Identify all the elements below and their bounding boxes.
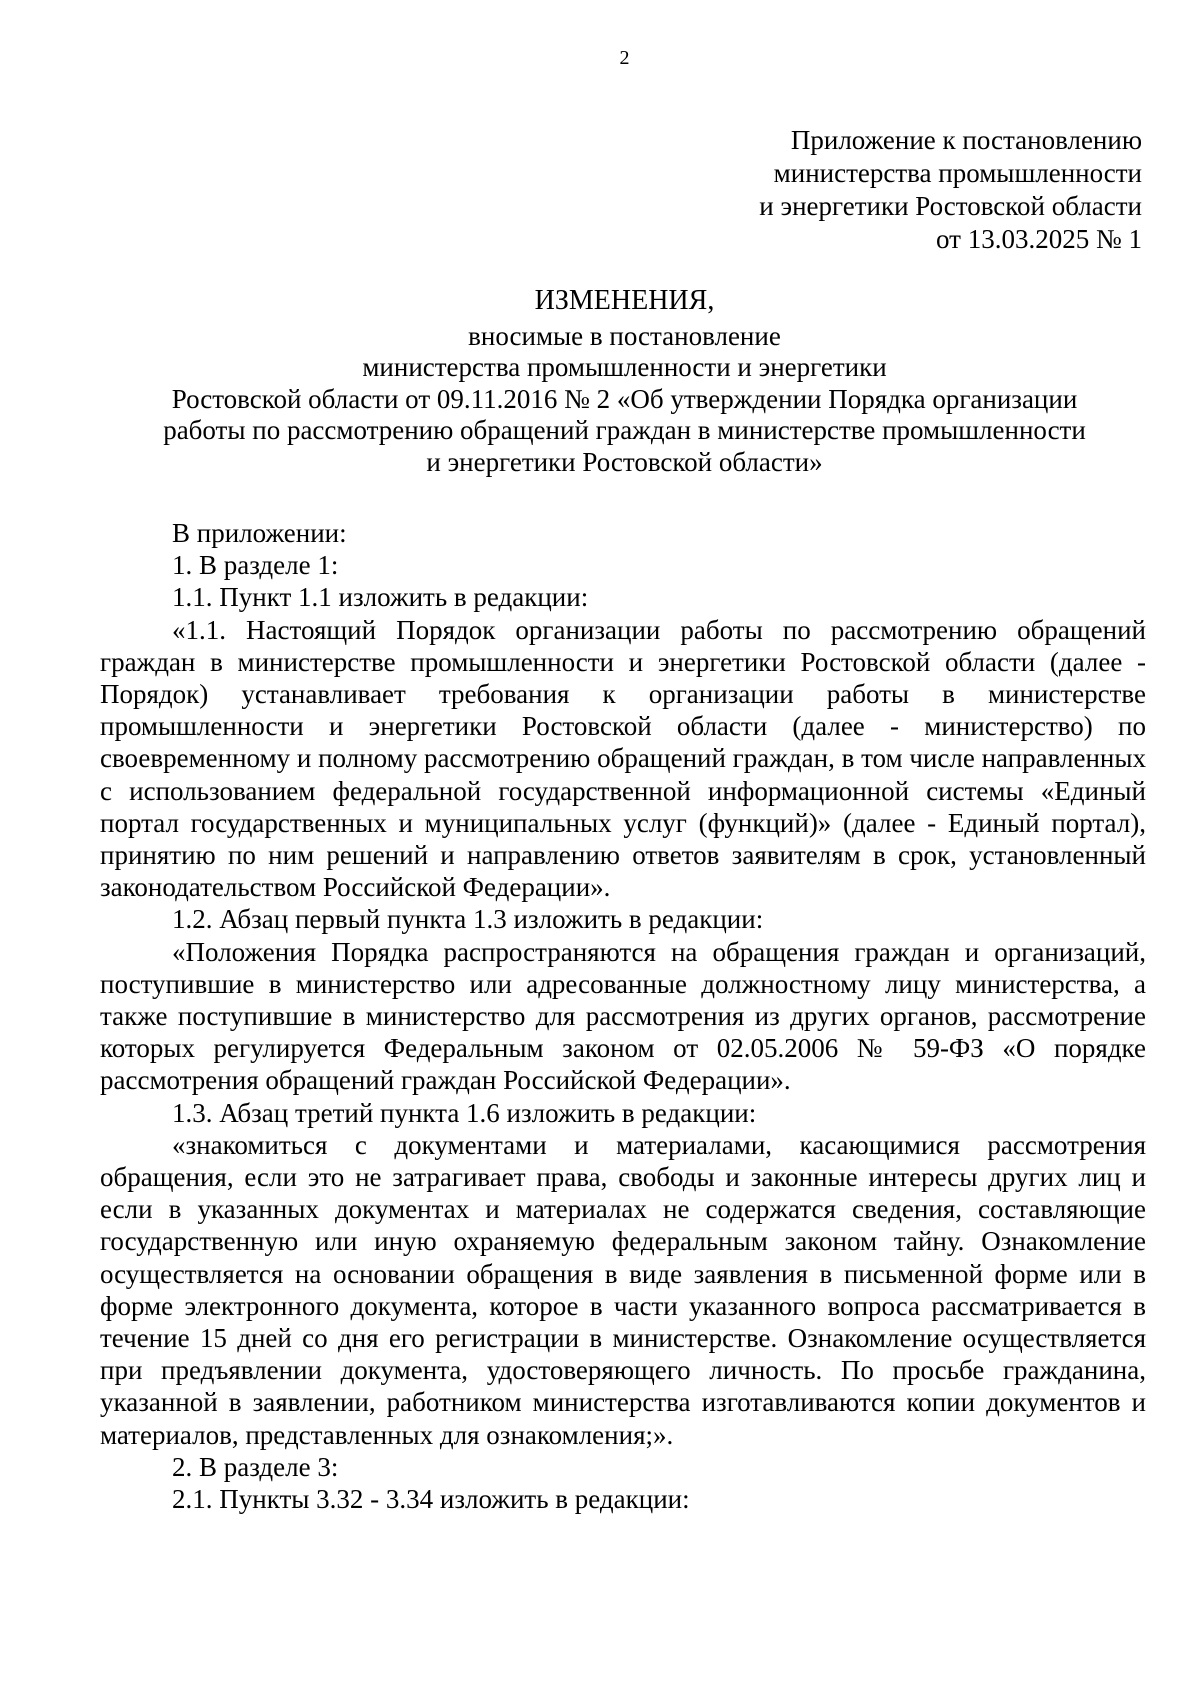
paragraph: В приложении: — [172, 518, 347, 548]
document-body — [100, 517, 1146, 1515]
title-line: министерства промышленности и энергетики — [362, 352, 887, 382]
document-title — [0, 285, 1200, 478]
paragraph: 1.1. Пункт 1.1 изложить в редакции: — [172, 582, 589, 613]
paragraph: 1.2. Абзац первый пункта 1.3 изложить в редакции: — [172, 904, 764, 935]
paragraph: 2.1. Пункты 3.32 - 3.34 изложить в редакции: — [172, 1484, 690, 1515]
paragraph: «знакомиться с документами и материалами, касающимися рассмотрения обращения, если это не затрагивает права, свободы и законные интересы других лиц и если в указанных документах и материалах не содержатся сведения, составляющие государственную или иную охраняемую федеральным законом тайну. Ознакомление осуществляется на основании обращения в виде заявления в письменной форме или в форме электронного документа, которое в части указанного вопроса рассматривается в течение 15 дней со дня его регистрации в министерстве. Ознакомление осуществляется при предъявлении документа, удостоверяющего личность. По просьбе гражданина, указанной в заявлении, работником министерства изготавливаются копии документов и материалов, представленных для ознакомления;». — [100, 1129, 1146, 1450]
paragraph: 2. В разделе 3: — [172, 1451, 339, 1482]
appendix-line: Приложение к постановлению — [790, 125, 1142, 155]
appendix-line: министерства промышленности — [773, 158, 1142, 188]
appendix-line: и энергетики Ростовской области — [759, 191, 1142, 221]
title-line: вносимые в постановление — [468, 320, 781, 351]
appendix-reference — [600, 124, 1142, 256]
paragraph: 1. В разделе 1: — [172, 550, 339, 581]
title-line: Ростовской области от 09.11.2016 № 2 «Об утверждении Порядка организации — [171, 383, 1078, 414]
title-heading: ИЗМЕНЕНИЯ, — [534, 285, 715, 316]
paragraph: «1.1. Настоящий Порядок организации работы по рассмотрению обращений граждан в министерстве промышленности и энергетики Ростовской области (далее - Порядок) устанавливает требования к организации работы в министерстве промышленности и энергетики Ростовской области (далее - министерство) по своевременному и полному рассмотрению обращений граждан, в том числе направленных с использованием федеральной государственной информационной системы «Единый портал государственных и муниципальных услуг (функций)» (далее - Единый портал), принятию по ним решений и направлению ответов заявителям в срок, установленный законодательством Российской Федерации». — [100, 614, 1146, 903]
title-line: и энергетики Ростовской области» — [426, 446, 823, 477]
title-line: работы по рассмотрению обращений граждан в министерстве промышленности — [163, 415, 1086, 445]
paragraph: «Положения Порядка распространяются на обращения граждан и организаций, поступившие в министерство или адресованные должностному лицу министерства, а также поступившие в министерство для рассмотрения из других органов, рассмотрение которых регулируется Федеральным законом от 02.05.2006 № 59-ФЗ «О порядке рассмотрения обращений граждан Российской Федерации». — [100, 936, 1146, 1096]
appendix-line: от 13.03.2025 № 1 — [936, 224, 1142, 254]
page-number: 2 — [619, 47, 630, 69]
paragraph: 1.3. Абзац третий пункта 1.6 изложить в редакции: — [172, 1097, 757, 1128]
